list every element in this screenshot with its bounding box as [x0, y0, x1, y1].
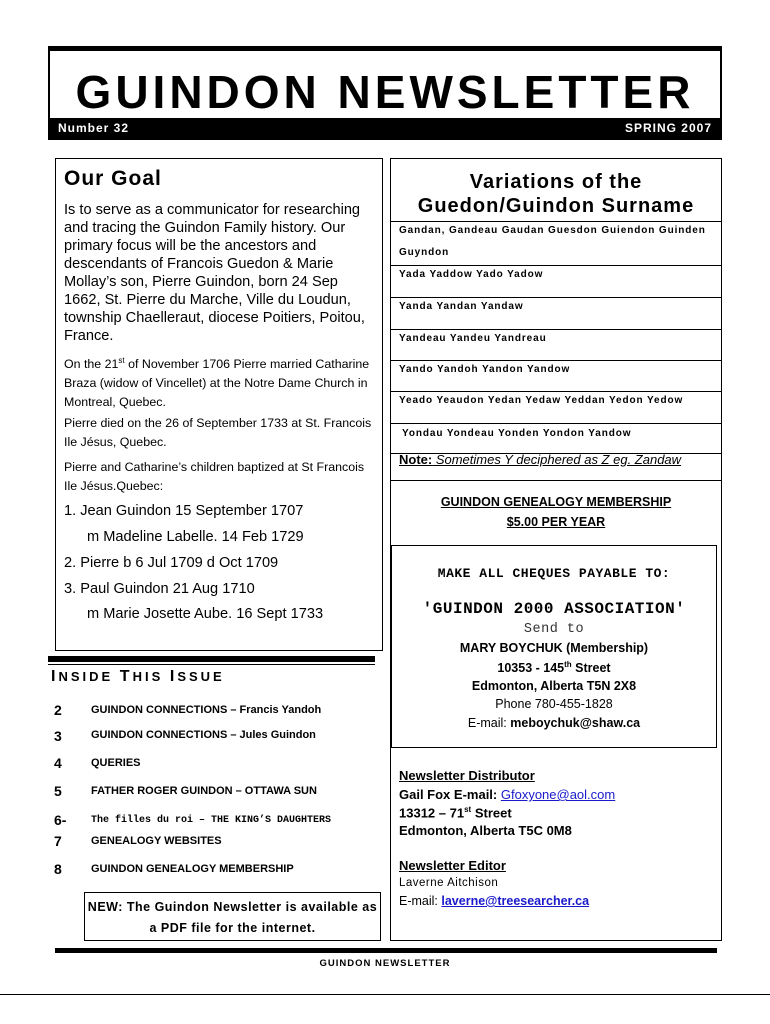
- page-edge-line: [0, 994, 770, 995]
- child-item: 3. Paul Guindon 21 Aug 1710: [64, 581, 255, 597]
- membership-street: 10353 - 145th Street: [497, 660, 611, 676]
- goal-death: Pierre died on the 26 of September 1733 at St. Francois Ile Jésus, Quebec.: [64, 416, 372, 449]
- footer-text: GUINDON NEWSLETTER: [319, 958, 451, 969]
- membership-email-link[interactable]: meboychuk@shaw.ca: [510, 716, 641, 730]
- editor-name: Laverne Aitchison: [399, 877, 499, 889]
- child-item: 1. Jean Guindon 15 September 1707: [64, 503, 304, 519]
- toc-item[interactable]: QUERIES: [91, 757, 141, 769]
- distributor-contact: Gail Fox E-mail: Gfoxyone@aol.com: [399, 787, 616, 802]
- toc-item[interactable]: GUINDON CONNECTIONS – Jules Guindon: [91, 729, 316, 741]
- inside-issue-heading: INSIDE THIS ISSUE: [51, 668, 225, 685]
- masthead: [48, 46, 722, 140]
- child-item: m Marie Josette Aube. 16 Sept 1733: [87, 606, 324, 622]
- surname-variation-row: Yanda Yandan Yandaw: [391, 297, 721, 329]
- toc-item[interactable]: GENEALOGY WEBSITES: [91, 835, 222, 847]
- surname-variation-row: Yeado Yeaudon Yedan Yedaw Yeddan Yedon Yedow: [391, 391, 721, 423]
- goal-marriage: On the 21st of November 1706 Pierre married Catharine Braza (widow of Vincellet) at the Notre Dame Church in Montreal, Quebec.: [64, 356, 370, 410]
- pdf-notice-line: a PDF file for the internet.: [149, 921, 316, 935]
- membership-city: Edmonton, Alberta T5N 2X8: [471, 679, 637, 693]
- editor-heading: Newsletter Editor: [399, 858, 506, 873]
- toc-page-number: 4: [54, 755, 62, 771]
- distributor-city: Edmonton, Alberta T5C 0M8: [399, 823, 572, 838]
- pdf-notice-line: NEW: The Guindon Newsletter is available as: [87, 900, 378, 914]
- editor-email: E-mail: laverne@treesearcher.ca: [399, 894, 590, 908]
- goal-children-intro: Pierre and Catharine’s children baptized at St Francois Ile Jésus.Quebec:: [64, 460, 365, 493]
- divider: [48, 656, 375, 662]
- newsletter-title: GUINDON NEWSLETTER: [75, 66, 695, 118]
- membership-heading: GUINDON GENEALOGY MEMBERSHIP $5.00 PER YEAR: [440, 495, 672, 529]
- toc-page-number: 2: [54, 702, 62, 718]
- issue-number: Number 32: [58, 121, 130, 135]
- cheques-box: [391, 545, 717, 748]
- issue-season: SPRING 2007: [624, 121, 712, 135]
- surname-variation-row: Yandeau Yandeu Yandreau: [391, 329, 721, 360]
- toc-item[interactable]: GUINDON GENEALOGY MEMBERSHIP: [91, 863, 294, 875]
- distributor-street: 13312 – 71st Street: [399, 805, 512, 821]
- distributor-email-link[interactable]: Gfoxyone@aol.com: [500, 787, 616, 802]
- toc-page-number: 6-: [54, 812, 67, 828]
- association-name: 'GUINDON 2000 ASSOCIATION': [422, 600, 686, 618]
- child-item: m Madeline Labelle. 14 Feb 1729: [87, 529, 304, 545]
- surname-variation-row: Yondau Yondeau Yonden Yondon Yandow: [391, 423, 721, 453]
- variations-title: Variations of the Guedon/Guindon Surname: [417, 171, 695, 217]
- surname-variation-row: Yando Yandoh Yandon Yandow: [391, 360, 721, 391]
- goal-heading: Our Goal: [64, 167, 162, 190]
- surname-variation-row: Gandan, Gandeau Gaudan Guesdon Guiendon Guinden: [391, 221, 721, 239]
- toc-item[interactable]: The filles du roi – THE KING’S DAUGHTERS: [91, 815, 332, 826]
- surname-variation-row: Guyndon: [399, 247, 450, 258]
- variation-note: Note: Sometimes Y deciphered as Z eg. Zandaw: [399, 452, 682, 467]
- pdf-notice-box: [84, 892, 381, 941]
- membership-contact-name: MARY BOYCHUK (Membership): [459, 641, 649, 655]
- footer-rule: [55, 948, 717, 953]
- editor-email-link[interactable]: laverne@treesearcher.ca: [441, 894, 590, 908]
- our-goal-box: [55, 158, 383, 651]
- toc-page-number: 3: [54, 728, 62, 744]
- issue-bar: [50, 118, 720, 138]
- toc-page-number: 7: [54, 833, 62, 849]
- toc-page-number: 5: [54, 783, 62, 799]
- membership-phone: Phone 780-455-1828: [495, 697, 613, 711]
- surname-variation-row: Yada Yaddow Yado Yadow: [391, 265, 721, 297]
- payable-label: MAKE ALL CHEQUES PAYABLE TO:: [437, 566, 671, 581]
- toc-item[interactable]: GUINDON CONNECTIONS – Francis Yandoh: [91, 704, 322, 716]
- send-to-label: Send to: [523, 622, 585, 637]
- toc-page-number: 8: [54, 861, 62, 877]
- divider: [48, 664, 375, 665]
- distributor-heading: Newsletter Distributor: [399, 768, 535, 783]
- goal-intro: Is to serve as a communicator for researching and tracing the Guindon Family history. Our primary focus will be the ancestors and descendants of Francois Guedon & Marie Mollay’s son, Pierre Guindon, born 24 Sep 1662, St. Pierre du Marche, Ville du Loudun, township Chaelleraut, diocese Poitiers, Poitou, France.: [64, 202, 365, 344]
- child-item: 2. Pierre b 6 Jul 1709 d Oct 1709: [64, 555, 279, 571]
- membership-email: E-mail: meboychuk@shaw.ca: [467, 716, 641, 730]
- toc-item[interactable]: FATHER ROGER GUINDON – OTTAWA SUN: [91, 785, 317, 797]
